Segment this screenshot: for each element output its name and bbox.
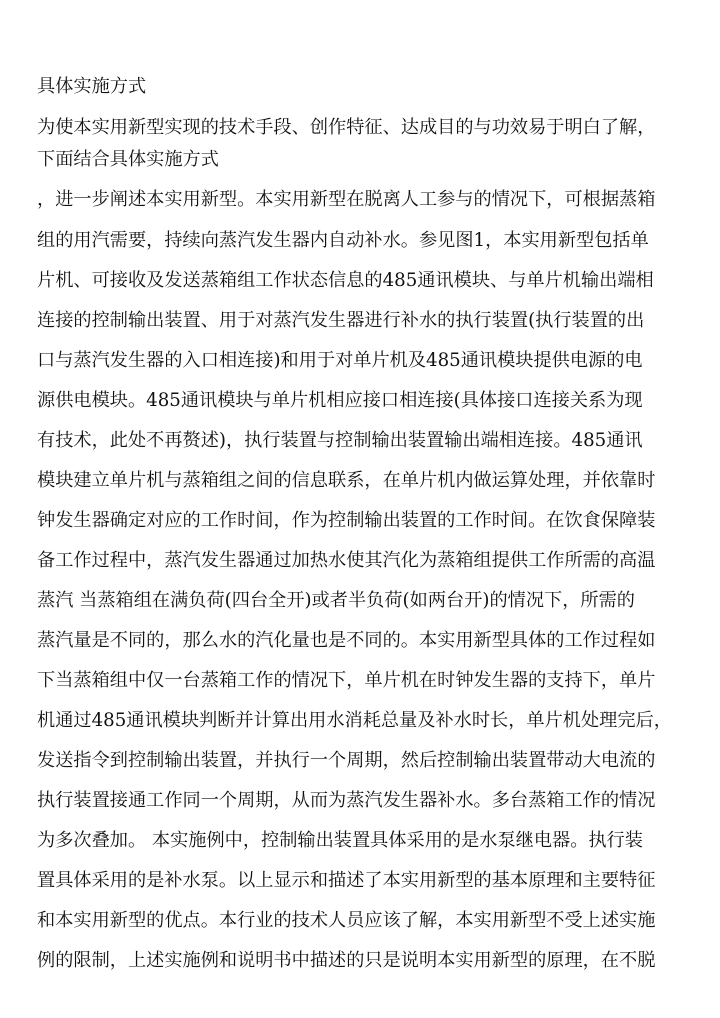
text-line: 和本实用新型的优点。本行业的技术人员应该了解，本实用新型不受上述实施 [37,910,656,931]
text-line: 蒸汽量是不同的，那么水的汽化量也是不同的。本实用新型具体的工作过程如 [37,630,656,651]
text-line: 源供电模块。485通讯模块与单片机相应接口相连接(具体接口连接关系为现 [37,390,643,411]
section-heading: 具体实施方式 [37,76,147,97]
text-line: 备工作过程中，蒸汽发生器通过加热水使其汽化为蒸箱组提供工作所需的高温 [37,550,656,571]
text-line: 发送指令到控制输出装置，并执行一个周期，然后控制输出装置带动大电流的 [37,750,656,771]
text-line: 为使本实用新型实现的技术手段、创作特征、达成目的与功效易于明白了解， [37,117,656,138]
text-line: 模块建立单片机与蒸箱组之间的信息联系，在单片机内做运算处理，并依靠时 [37,470,656,491]
text-line: 钟发生器确定对应的工作时间，作为控制输出装置的工作时间。在饮食保障装 [37,510,656,531]
text-line: 机通过485通讯模块判断并计算出用水消耗总量及补水时长，单片机处理完后， [37,710,672,731]
text-line: 蒸汽 当蒸箱组在满负荷(四台全开)或者半负荷(如两台开)的情况下，所需的 [37,590,635,611]
text-line: 置具体采用的是补水泵。以上显示和描述了本实用新型的基本原理和主要特征 [37,870,656,891]
text-line: 组的用汽需要，持续向蒸汽发生器内自动补水。参见图1，本实用新型包括单 [37,230,649,251]
text-line: 下面结合具体实施方式 [37,149,219,170]
text-line: 为多次叠加。 本实施例中，控制输出装置具体采用的是水泵继电器。执行装 [37,830,643,851]
text-line: ，进一步阐述本实用新型。本实用新型在脱离人工参与的情况下，可根据蒸箱 [37,189,656,210]
text-line: 片机、可接收及发送蒸箱组工作状态信息的485通讯模块、与单片机输出端相 [37,270,654,291]
text-line: 执行装置接通工作同一个周期，从而为蒸汽发生器补水。多台蒸箱工作的情况 [37,790,656,811]
text-line: 例的限制，上述实施例和说明书中描述的只是说明本实用新型的原理，在不脱 [37,950,656,971]
text-line: 口与蒸汽发生器的入口相连接)和用于对单片机及485通讯模块提供电源的电 [37,350,643,371]
text-line: 下当蒸箱组中仅一台蒸箱工作的情况下，单片机在时钟发生器的支持下，单片 [37,670,656,691]
text-line: 有技术，此处不再赘述)，执行装置与控制输出装置输出端相连接。485通讯 [37,430,643,451]
text-line: 连接的控制输出装置、用于对蒸汽发生器进行补水的执行装置(执行装置的出 [37,310,645,331]
